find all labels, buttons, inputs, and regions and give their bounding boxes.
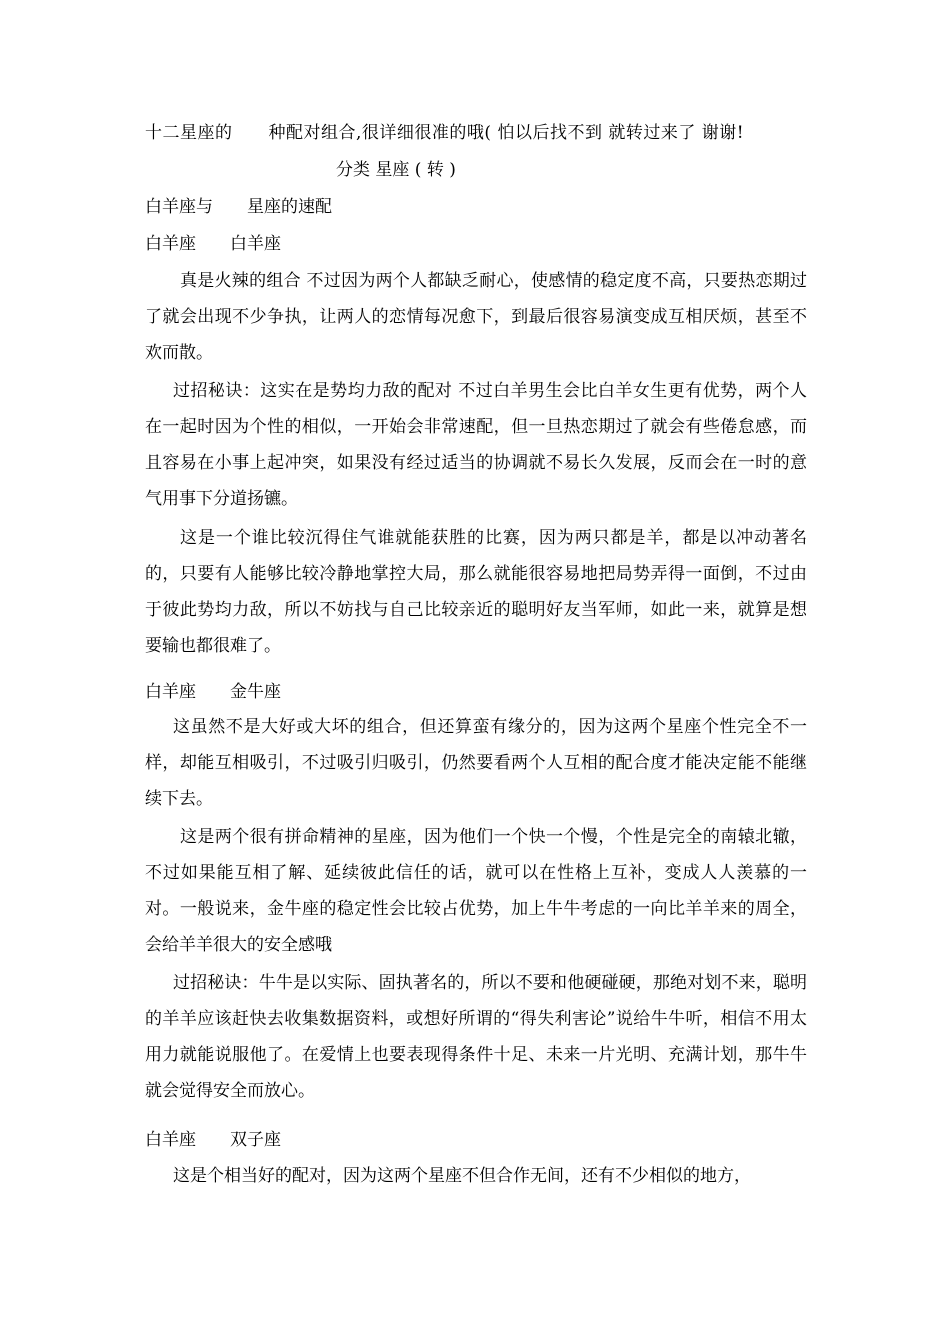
pair-sign-a: 白羊座 (145, 234, 196, 254)
title-part-1: 十二星座的 (145, 123, 233, 143)
pair-sign-b: 金牛座 (230, 682, 281, 702)
document-title (145, 125, 744, 142)
paragraph: 这虽然不是大好或大坏的组合，但还算蛮有缘分的，因为这两个星座个性完全不一样，却能互相吸引，不过吸引归吸引，仍然要看两个人互相的配合度才能决定能不能继续下去。 (145, 717, 807, 809)
paragraph: 这是一个谁比较沉得住气谁就能获胜的比赛，因为两只都是羊，都是以冲动著名的，只要有人能够比较冷静地掌控大局，那么就能很容易地把局势弄得一面倒，不过由于彼此势均力敌，所以不妨找与自己比较亲近的聪明好友当军师，如此一来，就算是想要输也都很难了。 (145, 528, 807, 656)
pair-sign-a: 白羊座 (145, 1130, 196, 1150)
paragraph: 过招秘诀：牛牛是以实际、固执著名的，所以不要和他硬碰硬，那绝对划不来，聪明的羊羊应该赶快去收集数据资料，或想好所谓的“得失利害论”说给牛牛听，相信不用太用力就能说服他了。在爱情上也要表现得条件十足、未来一片光明、充满计划，那牛牛就会觉得安全而放心。 (145, 973, 807, 1101)
paragraph: 真是火辣的组合 不过因为两个人都缺乏耐心，使感情的稳定度不高，只要热恋期过了就会出现不少争执，让两人的恋情每况愈下，到最后很容易演变成互相厌烦，甚至不欢而散。 (145, 271, 807, 363)
document-subtitle: 分类 星座 ( 转 ) (336, 160, 456, 180)
heading-part-1: 白羊座与 (145, 197, 213, 217)
pair-sign-b: 白羊座 (230, 234, 281, 254)
pair-heading-aries-gemini (145, 1132, 281, 1149)
pair-heading-aries-taurus (145, 684, 281, 701)
paragraph: 这是个相当好的配对，因为这两个星座不但合作无间，还有不少相似的地方， (173, 1166, 751, 1186)
pair-sign-b: 双子座 (230, 1130, 281, 1150)
paragraph: 这是两个很有拼命精神的星座，因为他们一个快一个慢，个性是完全的南辕北辙，不过如果能互相了解、延续彼此信任的话，就可以在性格上互补，变成人人羡慕的一对。一般说来，金牛座的稳定性会比较占优势，加上牛牛考虑的一向比羊羊来的周全，会给羊羊很大的安全感哦 (145, 827, 807, 955)
title-part-2: 种配对组合,很详细很准的哦( 怕以后找不到 就转过来了 谢谢! (268, 123, 745, 143)
pair-heading-aries-aries (145, 236, 281, 253)
heading-part-2: 星座的速配 (247, 197, 332, 217)
paragraph: 过招秘诀：这实在是势均力敌的配对 不过白羊男生会比白羊女生更有优势，两个人在一起时因为个性的相似，一开始会非常速配，但一旦热恋期过了就会有些倦怠感，而且容易在小事上起冲突，如果没有经过适当的协调就不易长久发展，反而会在一时的意气用事下分道扬镳。 (145, 381, 807, 509)
section-heading (145, 199, 332, 216)
pair-sign-a: 白羊座 (145, 682, 196, 702)
